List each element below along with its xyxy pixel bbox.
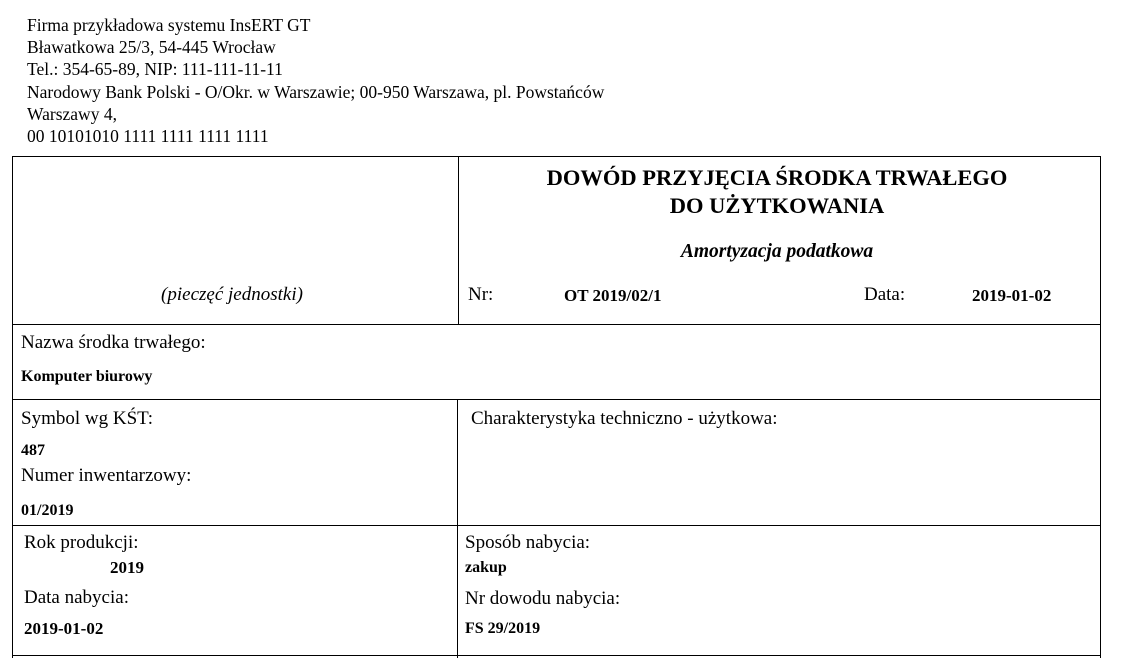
company-bank-cont: Warszawy 4, xyxy=(27,103,117,124)
inventory-value: 01/2019 xyxy=(21,502,74,519)
asset-name-value: Komputer biurowy xyxy=(21,368,153,385)
table-border-top xyxy=(12,156,1101,157)
row-divider-3 xyxy=(12,525,1101,526)
year-label: Rok produkcji: xyxy=(24,532,139,553)
document-subtitle: Amortyzacja podatkowa xyxy=(680,241,874,262)
company-contact: Tel.: 354-65-89, NIP: 111-111-11-11 xyxy=(27,59,283,80)
date-label: Data: xyxy=(864,284,906,305)
asset-name-label: Nazwa środka trwałego: xyxy=(21,332,206,353)
company-account: 00 10101010 1111 1111 1111 1111 xyxy=(27,126,269,147)
row-divider-2 xyxy=(12,399,1101,400)
kst-value: 487 xyxy=(21,442,45,459)
document-title: DOWÓD PRZYJĘCIA ŚRODKA TRWAŁEGO DO UŻYTKOWANIA xyxy=(546,165,1008,218)
nr-label: Nr: xyxy=(468,284,494,305)
company-address: Bławatkowa 25/3, 54-445 Wrocław xyxy=(27,37,276,58)
body-divider xyxy=(457,399,458,658)
company-info xyxy=(27,14,604,147)
date-value: 2019-01-02 xyxy=(972,286,1052,305)
acq-date-value: 2019-01-02 xyxy=(24,619,104,638)
acq-date-label: Data nabycia: xyxy=(24,587,129,608)
row-divider-1 xyxy=(12,324,1101,325)
proof-label: Nr dowodu nabycia: xyxy=(465,588,621,609)
stamp-label: (pieczęć jednostki) xyxy=(161,284,303,305)
table-border-right xyxy=(1100,156,1101,658)
proof-value: FS 29/2019 xyxy=(465,620,541,637)
nr-value: OT 2019/02/1 xyxy=(564,286,662,305)
inventory-label: Numer inwentarzowy: xyxy=(21,465,192,486)
kst-label: Symbol wg KŚT: xyxy=(21,408,154,429)
tech-label: Charakterystyka techniczno - użytkowa: xyxy=(471,408,778,429)
year-value: 2019 xyxy=(110,558,144,577)
company-name: Firma przykładowa systemu InsERT GT xyxy=(27,15,311,35)
method-value: zakup xyxy=(465,559,507,576)
row-divider-4 xyxy=(12,655,1101,656)
company-bank: Narodowy Bank Polski - O/Okr. w Warszawie; 00-950 Warszawa, pl. Powstańców xyxy=(27,81,605,102)
method-label: Sposób nabycia: xyxy=(465,532,591,553)
table-border-left xyxy=(12,156,13,658)
